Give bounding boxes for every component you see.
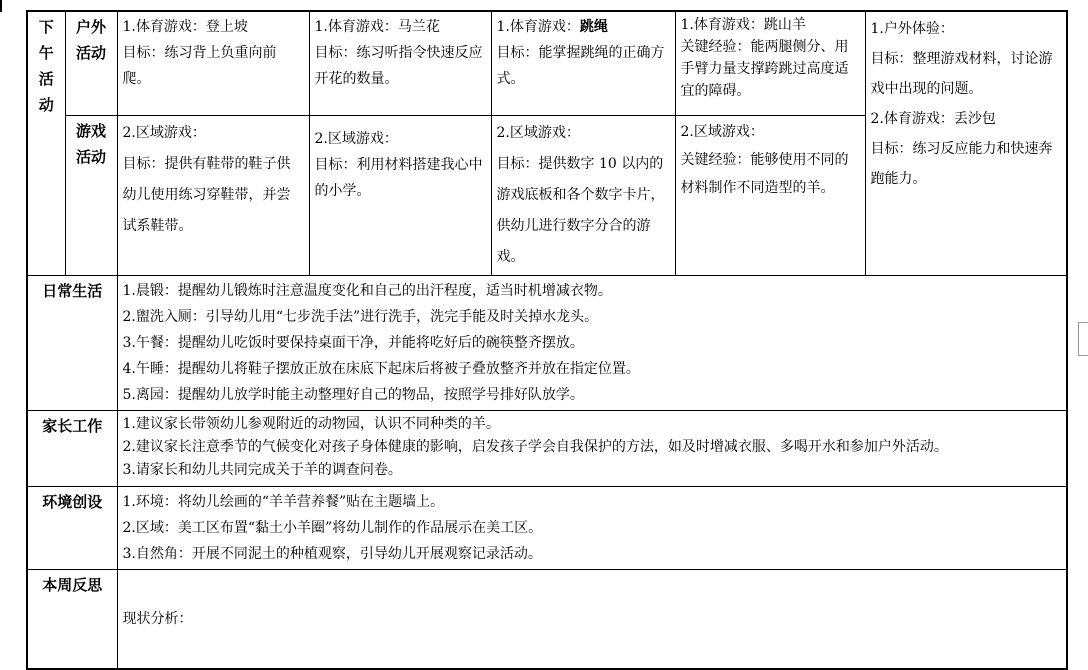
label-char: 动	[38, 96, 54, 114]
parents-work-item: 2.建议家长注意季节的气候变化对孩子身体健康的影响，启发孩子学会自我保护的方法，如及时增减衣服、多喝开水和参加户外活动。	[122, 438, 948, 455]
reflection-content	[117, 569, 1067, 669]
environment-item: 3.自然角：开展不同泥土的种植观察，引导幼儿开展观察记录活动。	[122, 545, 542, 562]
environment-label: 环境创设	[27, 486, 117, 569]
outdoor-activity-label	[65, 11, 117, 115]
label-char: 午	[38, 44, 54, 62]
afternoon-cell-fri	[865, 11, 1067, 275]
cell-line: 1.户外体验：	[870, 21, 954, 37]
outdoor-label-line: 户外	[75, 18, 106, 36]
cell-line-prefix: 1.体育游戏：	[496, 19, 580, 35]
daily-life-row	[27, 275, 1067, 410]
daily-life-item: 5.离园：提醒幼儿放学时能主动整理好自己的物品，按照学号排好队放学。	[122, 386, 584, 403]
cell-line: 目标：练习听指令快速反应开花的数量。	[314, 45, 483, 87]
cell-line: 2.区域游戏：	[496, 124, 580, 141]
cell-line: 目标：整理游戏材料，讨论游戏中出现的问题。	[870, 51, 1053, 97]
cell-line: 目标：能掌握跳绳的正确方式。	[496, 45, 665, 87]
daily-life-label: 日常生活	[27, 275, 117, 410]
parents-work-label: 家长工作	[27, 410, 117, 486]
cell-line	[497, 14, 670, 40]
game-activity-label	[65, 115, 117, 275]
daily-life-item: 4.午睡：提醒幼儿将鞋子摆放正放在床底下起床后将被子叠放整齐并放在指定位置。	[122, 360, 640, 377]
daily-life-item: 3.午餐：提醒幼儿吃饭时要保持桌面干净，并能将吃好后的碗筷整齐摆放。	[122, 334, 584, 351]
daily-life-content	[117, 275, 1067, 410]
cell-line: 1.体育游戏：跳山羊	[680, 17, 806, 33]
parents-work-row	[27, 410, 1067, 486]
cell-line: 目标：利用材料搭建我心中的小学。	[314, 156, 483, 199]
outdoor-cell-tue	[309, 11, 491, 115]
environment-item: 2.区域：美工区布置“黏土小羊圈”将幼儿制作的作品展示在美工区。	[122, 519, 543, 536]
cell-line: 目标：提供数字 10 以内的游戏底板和各个数字卡片，供幼儿进行数字分合的游戏。	[496, 155, 665, 265]
parents-work-item: 1.建议家长带领幼儿参观附近的动物园，认识不同种类的羊。	[122, 415, 500, 432]
cell-line-bold: 跳绳	[579, 19, 608, 35]
afternoon-activity-label	[27, 11, 65, 275]
cell-line: 2.区域游戏：	[122, 124, 206, 141]
outdoor-cell-thu	[675, 11, 865, 115]
environment-content	[117, 486, 1067, 569]
cell-line: 2.体育游戏：丢沙包	[870, 111, 996, 127]
afternoon-outdoor-row	[27, 11, 1067, 115]
cell-line: 目标：练习反应能力和快速奔跑能力。	[870, 141, 1053, 187]
label-char: 下	[38, 18, 54, 36]
game-label-line: 活动	[75, 147, 106, 166]
label-char: 活	[38, 70, 54, 88]
game-cell-thu	[675, 115, 865, 275]
game-cell-tue	[309, 115, 491, 275]
cell-line: 目标：提供有鞋带的鞋子供幼儿使用练习穿鞋带，并尝试系鞋带。	[122, 155, 291, 234]
game-label-line: 游戏	[75, 121, 106, 140]
cell-line: 1.体育游戏：登上坡	[122, 19, 248, 35]
game-cell-wed	[491, 115, 675, 275]
parents-work-item: 3.请家长和幼儿共同完成关于羊的调查问卷。	[122, 461, 402, 478]
outdoor-cell-wed	[491, 11, 675, 115]
cell-line: 2.区域游戏：	[314, 130, 398, 147]
outdoor-label-line: 活动	[75, 44, 106, 62]
cell-line: 1.体育游戏：马兰花	[314, 19, 440, 35]
parents-work-content	[117, 410, 1067, 486]
reflection-row	[27, 569, 1067, 669]
cell-line: 关键经验：能够使用不同的材料制作不同造型的羊。	[680, 151, 849, 196]
daily-life-item: 2.盥洗入厕：引导幼儿用“七步洗手法”进行洗手，洗完手能及时关掉水龙头。	[122, 308, 599, 325]
reflection-label: 本周反思	[27, 569, 117, 669]
side-scroll-tab[interactable]	[1078, 322, 1088, 356]
cell-line: 关键经验：能两腿侧分、用手臂力量支撑跨跳过高度适宜的障碍。	[680, 39, 849, 99]
cell-line: 2.区域游戏：	[680, 123, 764, 140]
cell-line: 目标：练习背上负重向前爬。	[122, 45, 277, 87]
environment-row	[27, 486, 1067, 569]
reflection-text: 现状分析：	[122, 610, 193, 627]
game-cell-mon	[117, 115, 309, 275]
outdoor-cell-mon	[117, 11, 309, 115]
weekly-plan-table	[26, 10, 1068, 670]
page-edge	[0, 0, 8, 12]
environment-item: 1.环境：将幼儿绘画的“羊羊营养餐”贴在主题墙上。	[122, 493, 445, 510]
daily-life-item: 1.晨锻：提醒幼儿锻炼时注意温度变化和自己的出汗程度，适当时机增减衣物。	[122, 282, 612, 299]
